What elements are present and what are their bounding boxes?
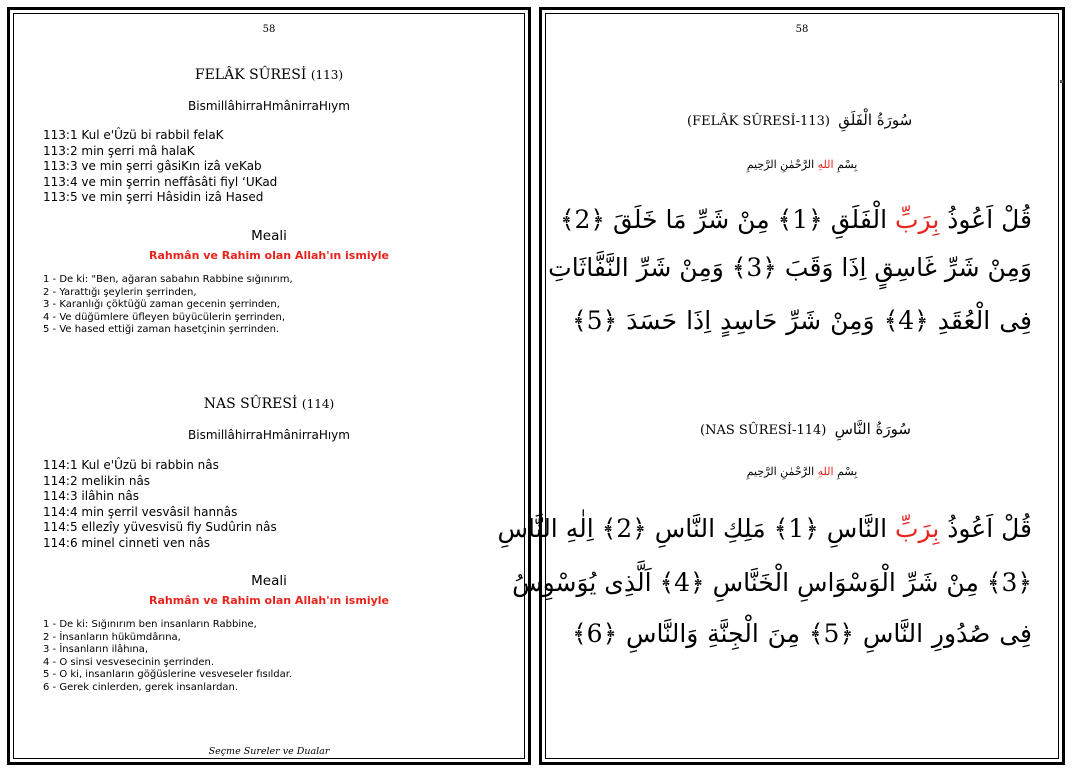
felak-arabic-bismillah — [542, 158, 1062, 171]
felak-title-text: FELÂK SÛRESİ — [194, 67, 307, 83]
arabic-text: قُلْ اَعُوذُ — [939, 514, 1032, 543]
arabic-text: ﴿3﴾ مِنْ شَرِّ الْوَسْوَاسِ الْخَنَّاسِ ﴿4﴾ اَلَّذِى يُوَسْوِسُ — [512, 568, 1032, 597]
meali-line: 1 - De ki: Sığınırım ben insanların Rabbine, — [43, 619, 257, 630]
nas-arabic-line-2 — [512, 563, 1032, 603]
verse-line: 113:4 ve min şerrin neffâsâti fiyl ‘UKad — [43, 174, 278, 189]
verse-line: 113:3 ve min şerri gâsiKın izâ veKab — [43, 159, 262, 173]
bismillah-part: بِسْمِ — [833, 465, 858, 478]
felak-arabic-line-2 — [548, 248, 1032, 288]
arabic-text-red: بِرَبِّ — [895, 205, 940, 234]
nas-title-text: NAS SÛRESİ — [203, 396, 298, 412]
felak-title — [10, 67, 528, 83]
meali-line: 5 - O ki, insanların göğüslerine vesveseler fısıldar. — [43, 669, 293, 680]
verse-line: 114:2 melikin nâs — [43, 473, 151, 488]
felak-heading-latin: FELÂK SÛRESİ-113 — [692, 114, 825, 129]
page-footer: Seçme Sureler ve Dualar — [208, 746, 330, 757]
nas-title — [10, 396, 528, 412]
nas-arabic-line-3 — [572, 614, 1032, 654]
meali-line: 2 - İnsanların hükümdârına, — [43, 631, 181, 643]
arabic-text: وَمِنْ شَرِّ غَاسِقٍ اِذَا وَقَبَ ﴿3﴾ وَمِنْ شَرِّ النَّفَّاثَاتِ — [548, 253, 1032, 282]
page-number: 58 — [262, 24, 276, 35]
meali-line: 4 - Ve düğümlere üfleyen büyücülerin şerrinden, — [43, 311, 286, 323]
verse-line: 114:4 min şerril vesvâsil hannâs — [43, 504, 238, 519]
margin-mark — [1060, 80, 1063, 83]
verse-line: 113:5 ve min şerri Hâsidin izâ Hased — [43, 190, 264, 204]
meali-line: 3 - İnsanların ilâhına, — [43, 644, 149, 655]
verse-line: 114:6 minel cinneti ven nâs — [43, 535, 211, 550]
bismillah-allah: اللهِ — [817, 158, 834, 171]
verse-line: 114:3 ilâhin nâs — [43, 489, 139, 503]
nas-heading-arabic: سُورَةُ النَّاسِ — [834, 420, 911, 438]
nas-meali-title: Meali — [251, 573, 287, 589]
arabic-text: فِى الْعُقَدِ ﴿4﴾ وَمِنْ شَرِّ حَاسِدٍ اِذَا حَسَدَ ﴿5﴾ — [572, 306, 1032, 335]
bismillah-part: الرَّحْمٰنِ الرَّحِيمِ — [746, 158, 818, 171]
nas-meali-subtitle: Rahmân ve Rahim olan Allah'ın ismiyle — [149, 594, 389, 607]
bismillah-part: بِسْمِ — [833, 158, 858, 171]
verse-line: 114:5 ellezîy yüvesvisü fiy Sudûrin nâs — [43, 520, 277, 534]
nas-arabic-bismillah — [542, 465, 1062, 478]
nas-heading-latin: NAS SÛRESİ-114 — [705, 423, 822, 438]
bismillah-part: الرَّحْمٰنِ الرَّحِيمِ — [746, 465, 818, 478]
meali-line: 3 - Karanlığı çöktüğü zaman gecenin şerrinden, — [43, 299, 280, 310]
meali-line: 4 - O sinsi vesvesecinin şerrinden. — [43, 656, 215, 668]
arabic-text: الْفَلَقِ ﴿1﴾ مِنْ شَرِّ مَا خَلَقَ ﴿2﴾ — [559, 205, 895, 234]
meali-line: 6 - Gerek cinlerden, gerek insanlardan. — [43, 681, 239, 693]
arabic-text: قُلْ اَعُوذُ — [939, 205, 1032, 234]
felak-meali-list — [43, 274, 293, 337]
felak-arabic-heading: (FELÂK SÛRESİ-113) سُورَةُ الْفَلَقِ — [687, 111, 913, 129]
meali-line: 1 - De ki: "Ben, ağaran sabahın Rabbine sığınırım, — [43, 274, 293, 285]
felak-title-number: (113) — [310, 68, 344, 82]
verse-line: 113:1 Kul e'Ûzü bi rabbil felaK — [43, 128, 224, 142]
page-number: 58 — [795, 24, 809, 35]
felak-arabic-line-3 — [572, 301, 1032, 341]
felak-verse-list — [43, 128, 277, 206]
verse-line: 113:2 min şerri mâ halaK — [43, 143, 195, 158]
arabic-text-red: بِرَبِّ — [895, 514, 940, 543]
right-page — [497, 7, 1065, 765]
felak-heading-arabic: سُورَةُ الْفَلَقِ — [838, 111, 913, 129]
felak-meali-subtitle: Rahmân ve Rahim olan Allah'ın ismiyle — [149, 249, 389, 262]
felak-bismillah: BismillâhirraHmânirraHıym — [188, 99, 350, 113]
felak-arabic-line-1 — [559, 200, 1032, 240]
meali-line: 5 - Ve hased ettiği zaman hasetçinin şerrinden. — [43, 324, 280, 335]
left-page — [7, 7, 531, 765]
verse-line: 114:1 Kul e'Ûzü bi rabbin nâs — [43, 458, 219, 472]
nas-meali-list — [43, 619, 292, 694]
meali-line: 2 - Yarattığı şeylerin şerrinden, — [43, 286, 197, 298]
nas-title-number: (114) — [301, 397, 335, 411]
bismillah-allah: اللهِ — [817, 465, 834, 478]
nas-arabic-line-1 — [497, 509, 1032, 549]
nas-arabic-heading: (NAS SÛRESİ-114) سُورَةُ النَّاسِ — [700, 420, 911, 438]
felak-meali-title: Meali — [251, 228, 287, 244]
arabic-text: النَّاسِ ﴿1﴾ مَلِكِ النَّاسِ ﴿2﴾ اِلٰهِ النَّاسِ — [497, 514, 895, 543]
nas-bismillah: BismillâhirraHmânirraHıym — [188, 428, 350, 442]
arabic-text: فِى صُدُورِ النَّاسِ ﴿5﴾ مِنَ الْجِنَّةِ وَالنَّاسِ ﴿6﴾ — [572, 619, 1033, 648]
nas-verse-list — [43, 458, 277, 551]
